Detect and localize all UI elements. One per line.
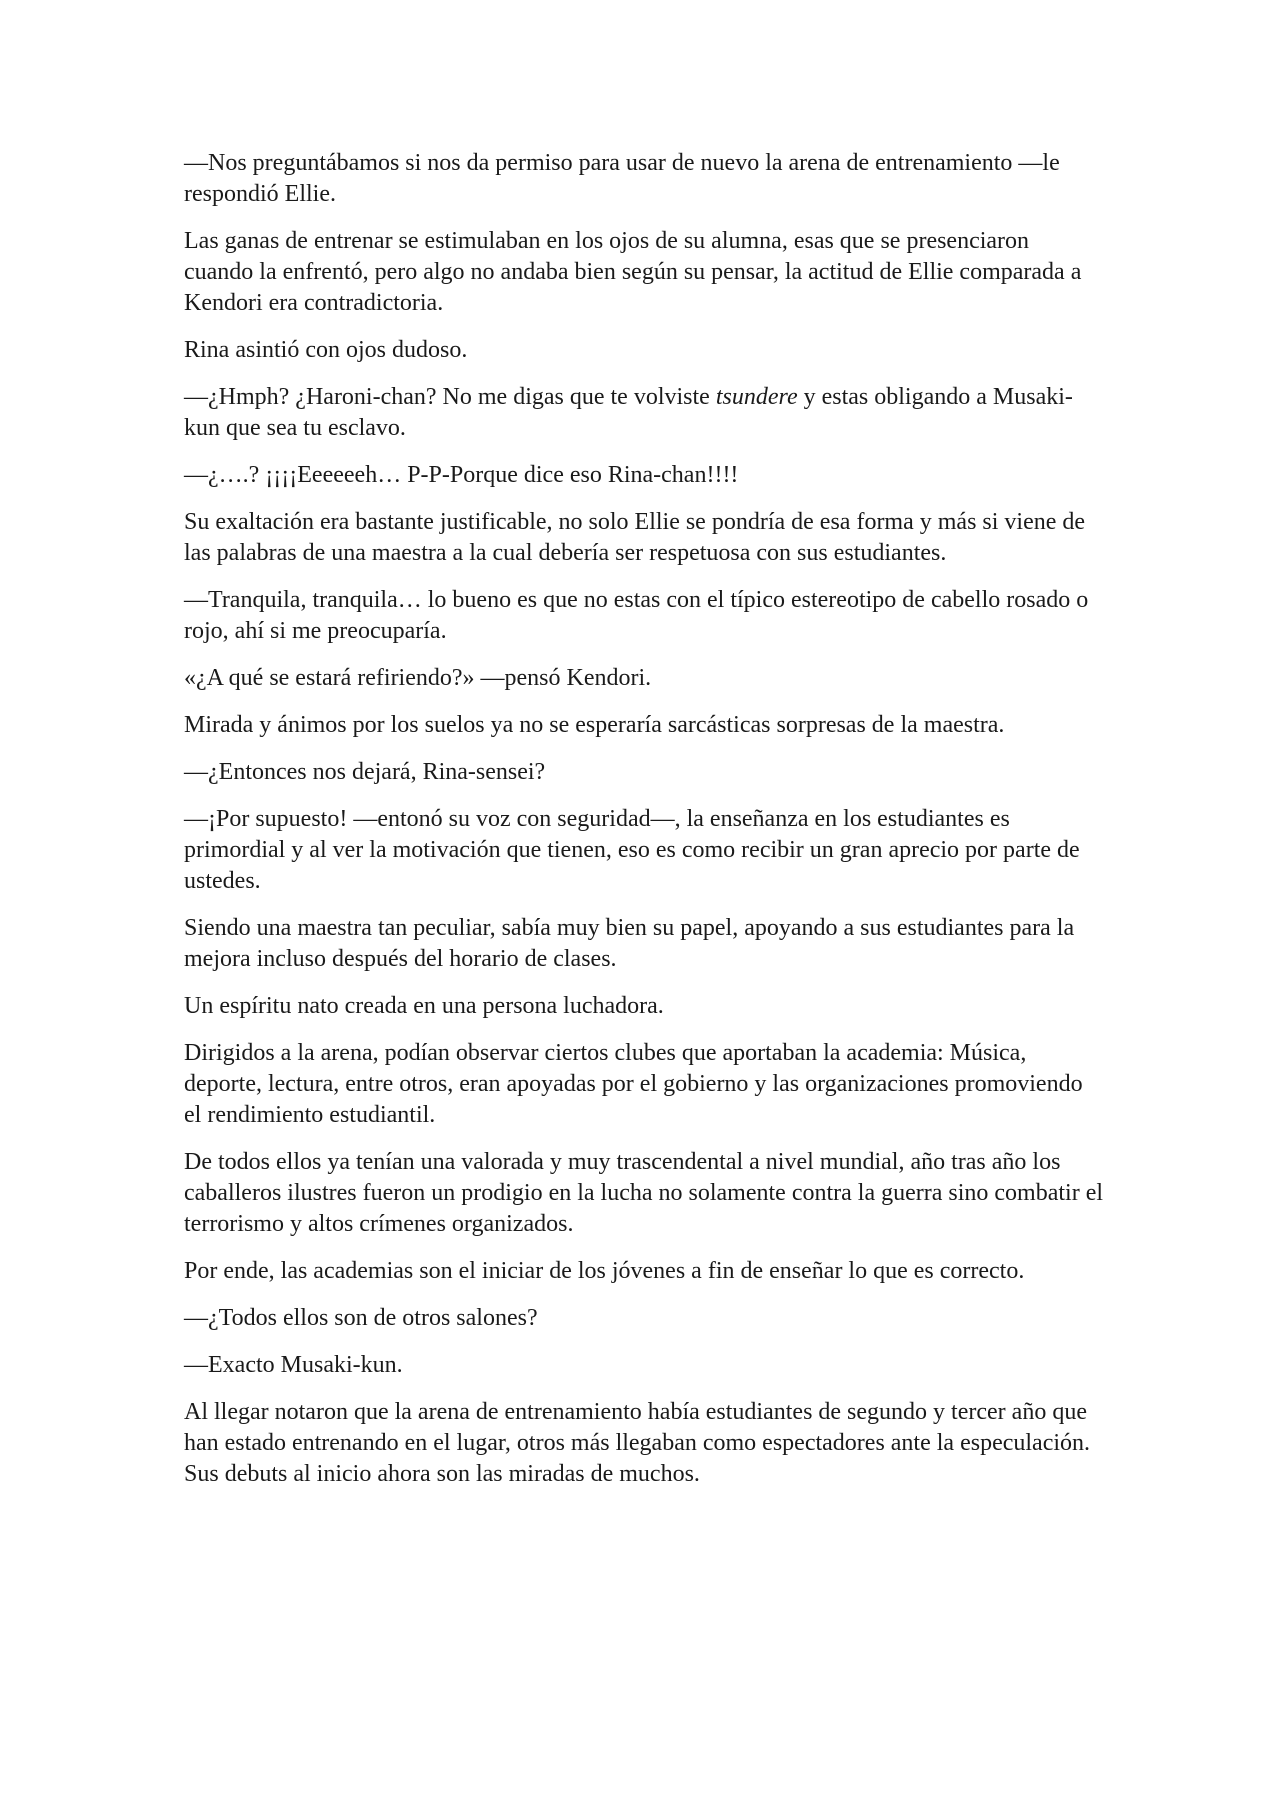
italic-term: tsundere <box>715 384 798 410</box>
paragraph: —¡Por supuesto! —entonó su voz con seguridad—, la enseñanza en los estudiantes es primordial y al ver la motivación que tienen, eso es como recibir un gran aprecio por parte de ustedes. <box>184 806 1080 894</box>
paragraph: Las ganas de entrenar se estimulaban en los ojos de su alumna, esas que se presenciaron cuando la enfrentó, pero algo no andaba bien según su pensar, la actitud de Ellie comparada a Kendori era contradictoria. <box>184 228 1082 316</box>
paragraph: Rina asintió con ojos dudoso. <box>184 337 468 363</box>
text-run: —¿Hmph? ¿Haroni-chan? No me digas que te volviste <box>184 384 716 410</box>
paragraph: «¿A qué se estará refiriendo?» —pensó Kendori. <box>184 665 652 691</box>
paragraph: Siendo una maestra tan peculiar, sabía muy bien su papel, apoyando a sus estudiantes para la mejora incluso después del horario de clases. <box>184 915 1075 972</box>
paragraph <box>184 382 1104 444</box>
paragraph: —Exacto Musaki-kun. <box>184 1352 403 1378</box>
paragraph: Por ende, las academias son el iniciar de los jóvenes a fin de enseñar lo que es correcto. <box>184 1258 1025 1284</box>
paragraph: Dirigidos a la arena, podían observar ciertos clubes que aportaban la academia: Música, deporte, lectura, entre otros, eran apoyadas por el gobierno y las organizaciones promoviendo el rendimiento estudiantil. <box>184 1040 1083 1128</box>
document-page <box>184 148 1104 1506</box>
paragraph: Su exaltación era bastante justificable, no solo Ellie se pondría de esa forma y más si viene de las palabras de una maestra a la cual debería ser respetuosa con sus estudiantes. <box>184 509 1086 566</box>
paragraph: Al llegar notaron que la arena de entrenamiento había estudiantes de segundo y tercer año que han estado entrenando en el lugar, otros más llegaban como espectadores ante la especulación. Sus debuts al inicio ahora son las miradas de muchos. <box>184 1399 1091 1487</box>
paragraph: —¿….? ¡¡¡¡Eeeeeeh… P-P-Porque dice eso Rina-chan!!!! <box>184 462 739 488</box>
paragraph: —Nos preguntábamos si nos da permiso para usar de nuevo la arena de entrenamiento —le respondió Ellie. <box>184 150 1060 207</box>
text-run: y estas obligando a Musaki-kun que sea tu esclavo. <box>184 384 1073 441</box>
paragraph: De todos ellos ya tenían una valorada y muy trascendental a nivel mundial, año tras año los caballeros ilustres fueron un prodigio en la lucha no solamente contra la guerra sino combatir el terrorismo y altos crímenes organizados. <box>184 1149 1104 1237</box>
paragraph: Un espíritu nato creada en una persona luchadora. <box>184 993 664 1019</box>
paragraph: —¿Entonces nos dejará, Rina-sensei? <box>184 759 546 785</box>
paragraph: —Tranquila, tranquila… lo bueno es que no estas con el típico estereotipo de cabello rosado o rojo, ahí si me preocuparía. <box>184 587 1089 644</box>
paragraph: Mirada y ánimos por los suelos ya no se esperaría sarcásticas sorpresas de la maestra. <box>184 712 1005 738</box>
paragraph: —¿Todos ellos son de otros salones? <box>184 1305 538 1331</box>
